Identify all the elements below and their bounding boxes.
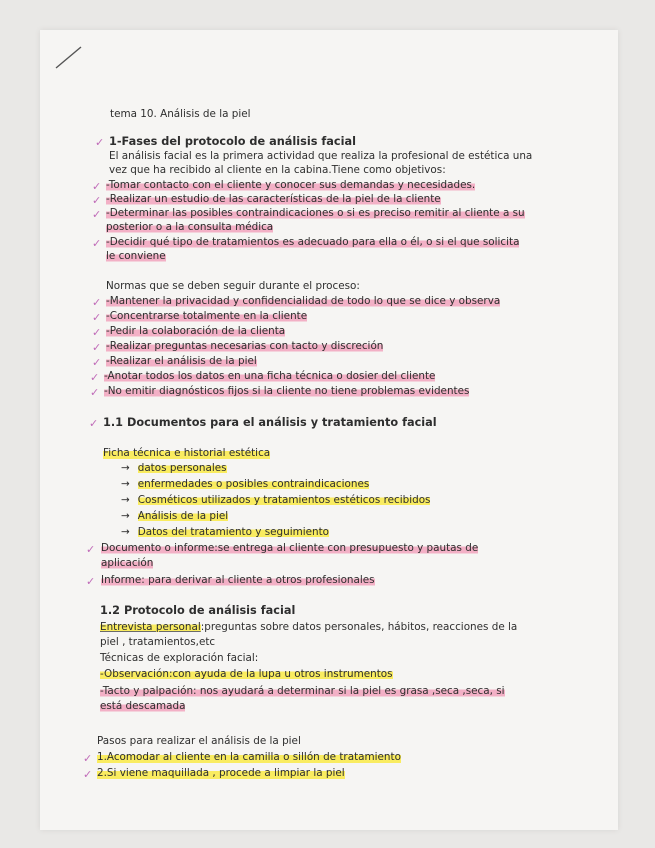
intro-line-2: vez que ha recibido al cliente en la cabina.Tiene como objetivos: — [109, 164, 446, 176]
tecnicas-heading: Técnicas de exploración facial: — [100, 652, 259, 664]
ficha-heading: Ficha técnica e historial estética — [103, 447, 271, 459]
section-1-1-heading: 1.1 Documentos para el análisis y tratamiento facial — [103, 416, 437, 429]
check-mark-icon: ✓ — [86, 575, 96, 588]
ficha-item — [121, 526, 329, 539]
objective-4b: le conviene — [106, 250, 166, 262]
check-mark-icon: ✓ — [92, 311, 102, 324]
ficha-item — [121, 478, 369, 491]
check-mark-icon: ✓ — [92, 237, 102, 250]
objective-3b: posterior o a la consulta médica — [106, 221, 274, 233]
check-mark-icon: ✓ — [92, 296, 102, 309]
tacto-line-2: está descamada — [100, 700, 186, 712]
arrow-right-icon: → — [121, 478, 130, 490]
norma-3: -Pedir la colaboración de la clienta — [106, 325, 286, 337]
ficha-item-text: Cosméticos utilizados y tratamientos estéticos recibidos — [137, 494, 431, 506]
tacto-line-1: -Tacto y palpación: nos ayudará a determinar si la piel es grasa ,seca ,seca, si — [100, 685, 505, 697]
observacion-line — [100, 668, 393, 681]
objective-2: -Realizar un estudio de las características de la piel de la cliente — [106, 193, 441, 205]
entrevista-text: :preguntas sobre datos personales, hábitos, reacciones de la — [200, 621, 518, 633]
ficha-item — [121, 462, 227, 475]
check-mark-icon: ✓ — [83, 752, 93, 765]
observacion-text: :con ayuda de la lupa u otros instrumentos — [168, 668, 393, 680]
intro-line-1: El análisis facial es la primera actividad que realiza la profesional de estética una — [109, 150, 533, 162]
norma-1: -Mantener la privacidad y confidencialidad de todo lo que se dice y observa — [106, 295, 501, 307]
objective-3a: -Determinar las posibles contraindicaciones o si es preciso remitir al cliente a su — [106, 207, 525, 219]
check-mark-icon: ✓ — [92, 356, 102, 369]
check-mark-icon: ✓ — [90, 386, 100, 399]
arrow-right-icon: → — [121, 494, 130, 506]
ficha-item-text: datos personales — [137, 462, 227, 474]
objective-4a: -Decidir qué tipo de tratamientos es adecuado para ella o él, o si el que solicita — [106, 236, 520, 248]
entrevista-line — [100, 621, 517, 634]
informe-line: Informe: para derivar al cliente a otros profesionales — [101, 574, 375, 586]
paso-2: 2.Si viene maquillada , procede a limpiar la piel — [97, 767, 345, 779]
norma-6: -Anotar todos los datos en una ficha técnica o dosier del cliente — [104, 370, 436, 382]
norma-2: -Concentrarse totalmente en la cliente — [106, 310, 308, 322]
ficha-item — [121, 510, 228, 523]
check-mark-icon: ✓ — [90, 371, 100, 384]
check-mark-icon: ✓ — [92, 180, 102, 193]
ficha-item-text: Análisis de la piel — [137, 510, 229, 522]
check-mark-icon: ✓ — [86, 543, 96, 556]
observacion-label: -Observación — [100, 668, 169, 680]
check-mark-icon: ✓ — [92, 194, 102, 207]
objective-1: -Tomar contacto con el cliente y conocer sus demandas y necesidades. — [106, 179, 476, 191]
ficha-item-text: Datos del tratamiento y seguimiento — [137, 526, 330, 538]
check-mark-icon: ✓ — [92, 341, 102, 354]
arrow-right-icon: → — [121, 510, 130, 522]
pasos-heading: Pasos para realizar el análisis de la piel — [97, 735, 301, 747]
check-mark-icon: ✓ — [95, 136, 105, 149]
ficha-item — [121, 494, 430, 507]
normas-heading: Normas que se deben seguir durante el proceso: — [106, 280, 360, 292]
norma-5: -Realizar el análisis de la piel — [106, 355, 257, 367]
norma-7: -No emitir diagnósticos fijos si la cliente no tiene problemas evidentes — [104, 385, 470, 397]
check-mark-icon: ✓ — [92, 326, 102, 339]
section-1-2-heading: 1.2 Protocolo de análisis facial — [100, 604, 296, 617]
check-mark-icon: ✓ — [89, 417, 99, 430]
ficha-item-text: enfermedades o posibles contraindicaciones — [137, 478, 370, 490]
check-mark-icon: ✓ — [92, 208, 102, 221]
section-1-heading: 1-Fases del protocolo de análisis facial — [109, 135, 356, 148]
entrevista-line-2: piel , tratamientos,etc — [100, 636, 216, 648]
documento-line-1: Documento o informe:se entrega al cliente con presupuesto y pautas de — [101, 542, 479, 554]
entrevista-label: Entrevista personal — [100, 621, 201, 633]
arrow-right-icon: → — [121, 462, 130, 474]
documento-line-2: aplicación — [101, 557, 154, 569]
doc-title: tema 10. Análisis de la piel — [110, 108, 251, 120]
check-mark-icon: ✓ — [83, 768, 93, 781]
paso-1: 1.Acomodar al cliente en la camilla o sillón de tratamiento — [97, 751, 401, 763]
norma-4: -Realizar preguntas necesarias con tacto y discreción — [106, 340, 384, 352]
arrow-right-icon: → — [121, 526, 130, 538]
